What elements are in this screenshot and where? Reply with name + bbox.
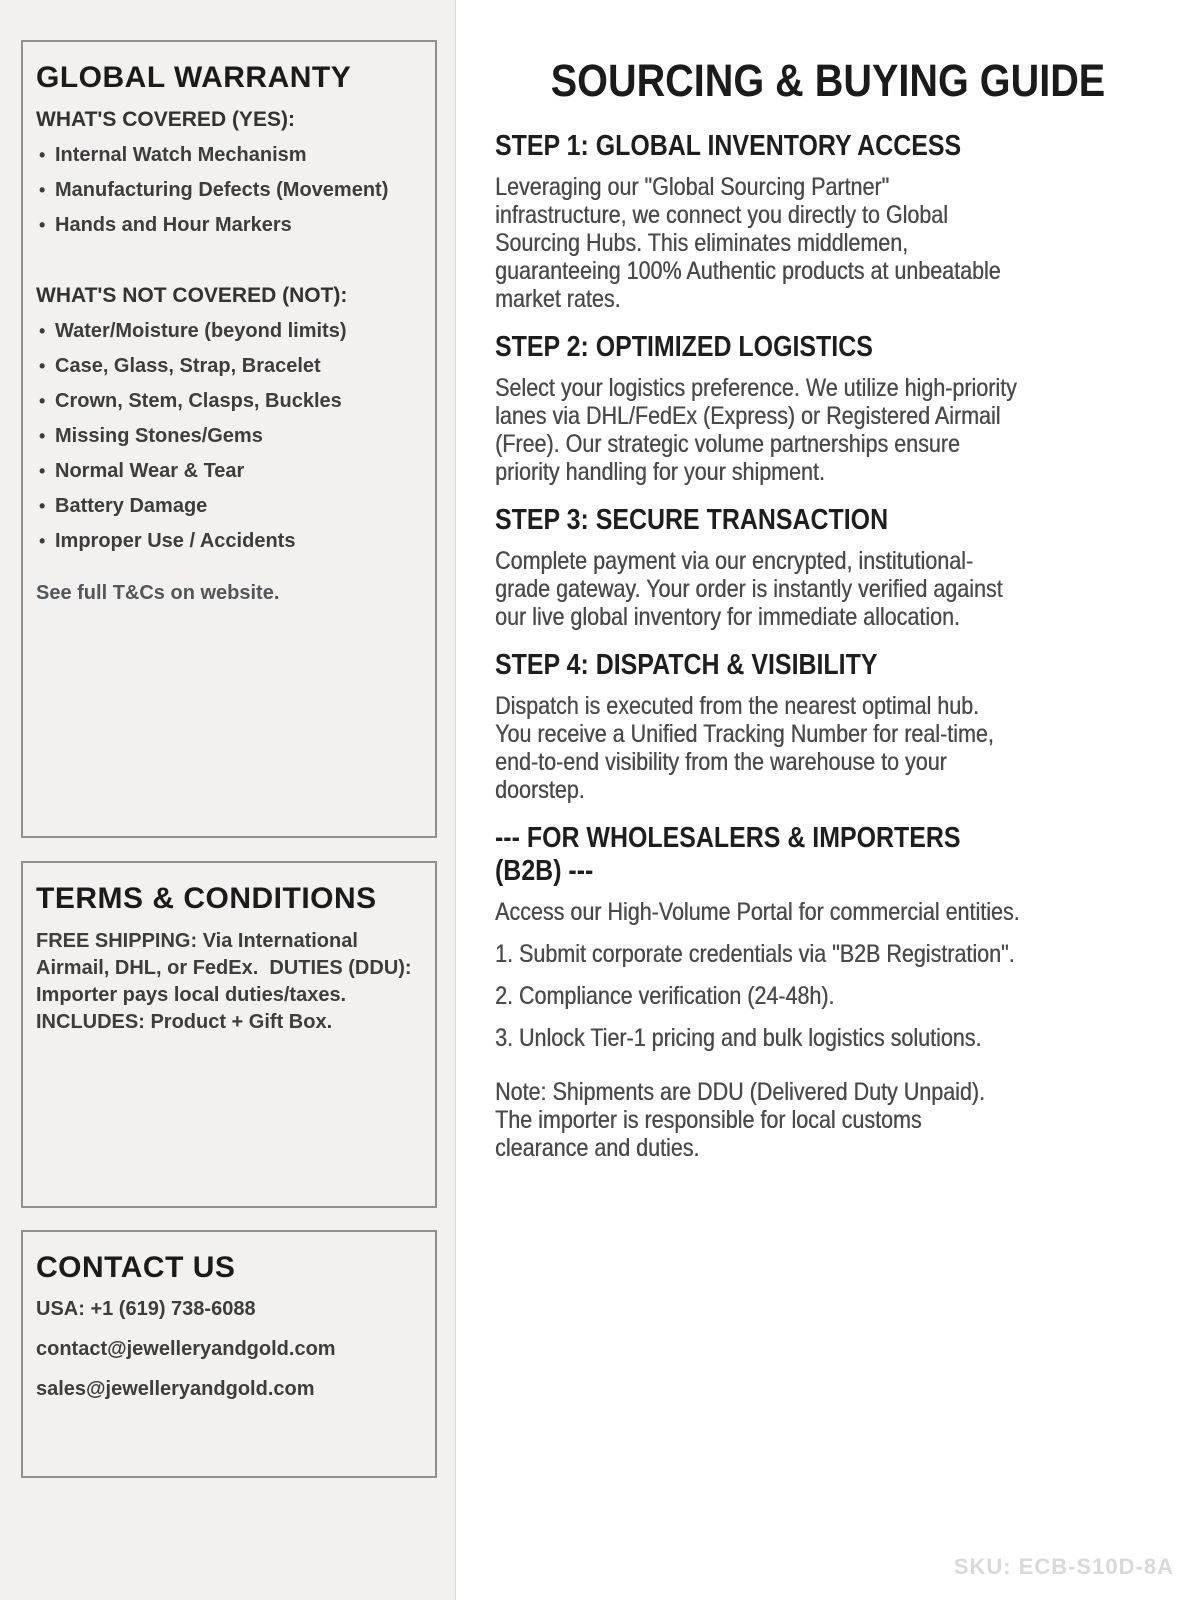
list-item: • Water/Moisture (beyond limits)	[36, 319, 415, 343]
warranty-box	[21, 40, 437, 838]
list-item: • Improper Use / Accidents	[36, 529, 415, 553]
list-item: • Manufacturing Defects (Movement)	[36, 178, 415, 202]
step-3-body: Complete payment via our encrypted, institutional-grade gateway. Your order is instantly verified against our live global inventory for immediate allocation.	[495, 547, 1009, 631]
sales-email: sales@jewelleryandgold.com	[36, 1378, 315, 1400]
not-covered-heading: WHAT'S NOT COVERED (NOT):	[36, 284, 348, 307]
step-2-heading: STEP 2: OPTIMIZED LOGISTICS	[495, 331, 873, 363]
b2b-intro: Access our High-Volume Portal for commercial entities.	[495, 898, 1020, 926]
list-item: • Normal Wear & Tear	[36, 459, 415, 483]
b2b-item-3: 3. Unlock Tier-1 pricing and bulk logistics solutions.	[495, 1024, 982, 1052]
warranty-title: GLOBAL WARRANTY	[36, 61, 352, 94]
step-3-heading: STEP 3: SECURE TRANSACTION	[495, 504, 889, 536]
covered-heading: WHAT'S COVERED (YES):	[36, 108, 295, 131]
step-4-heading: STEP 4: DISPATCH & VISIBILITY	[495, 649, 878, 681]
terms-title: TERMS & CONDITIONS	[36, 882, 377, 915]
step-1-body: Leveraging our "Global Sourcing Partner" infrastructure, we connect you directly to Global Sourcing Hubs. This eliminates middlemen, guaranteeing 100% Authentic products at unbeatable market rates.	[495, 173, 1007, 313]
step-4-body: Dispatch is executed from the nearest optimal hub. You receive a Unified Tracking Number for real-time, end-to-end visibility from the warehouse to your doorstep.	[495, 692, 1000, 804]
main-content	[456, 0, 1200, 1600]
page-title: SOURCING & BUYING GUIDE	[550, 55, 1106, 106]
list-item: • Hands and Hour Markers	[36, 213, 415, 237]
terms-body: FREE SHIPPING: Via International Airmail, DHL, or FedEx. DUTIES (DDU): Importer pays local duties/taxes. INCLUDES: Product + Gift Box.	[36, 930, 418, 1033]
b2b-note: Note: Shipments are DDU (Delivered Duty Unpaid). The importer is responsible for local customs clearance and duties.	[495, 1078, 991, 1162]
list-item: • Internal Watch Mechanism	[36, 143, 415, 167]
b2b-item-2: 2. Compliance verification (24-48h).	[495, 982, 835, 1010]
step-1-heading: STEP 1: GLOBAL INVENTORY ACCESS	[495, 130, 962, 162]
contact-title: CONTACT US	[36, 1251, 236, 1284]
warranty-footnote: See full T&Cs on website.	[36, 582, 280, 604]
sku-label: SKU: ECB-S10D-8A	[953, 1554, 1174, 1579]
contact-phone: USA: +1 (619) 738-6088	[36, 1298, 256, 1320]
list-item: • Case, Glass, Strap, Bracelet	[36, 354, 415, 378]
list-item: • Missing Stones/Gems	[36, 424, 415, 448]
b2b-item-1: 1. Submit corporate credentials via "B2B Registration".	[495, 940, 1015, 968]
list-item: • Battery Damage	[36, 494, 415, 518]
b2b-heading: --- FOR WHOLESALERS & IMPORTERS (B2B) ---	[495, 822, 961, 887]
step-2-body: Select your logistics preference. We utilize high-priority lanes via DHL/FedEx (Express) or Registered Airmail (Free). Our strategic volume partnerships ensure priority handling for your shipment.	[495, 374, 1023, 486]
terms-box	[21, 861, 437, 1208]
list-item: • Crown, Stem, Clasps, Buckles	[36, 389, 415, 413]
guide-body	[495, 130, 1023, 1162]
contact-email: contact@jewelleryandgold.com	[36, 1338, 336, 1360]
contact-box	[21, 1230, 437, 1478]
sidebar	[0, 0, 456, 1600]
